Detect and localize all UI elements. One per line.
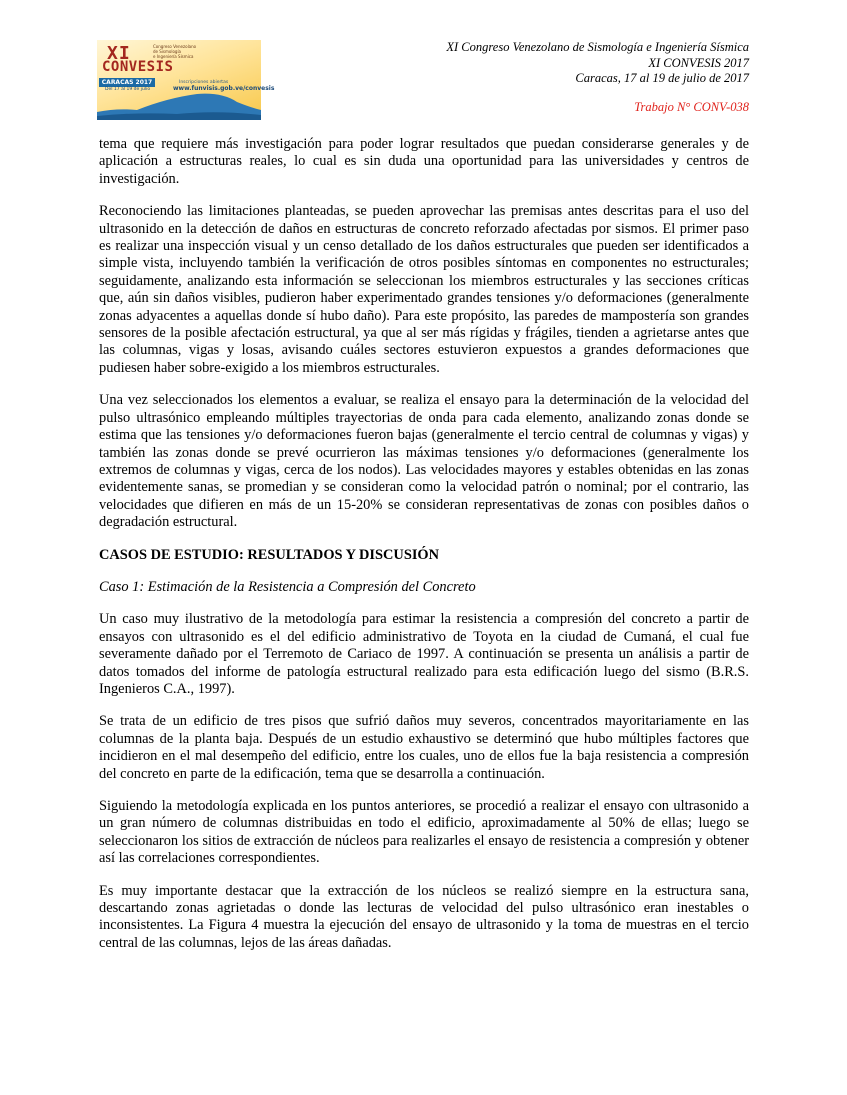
paragraph: Se trata de un edificio de tres pisos que sufrió daños muy severos, concentrados mayoritariamente en las columnas de la planta baja. Después de un estudio exhaustivo se determinó que hubo múltiples factores que incidieron en el mal desempeño del edificio, entre los cuales, uno de ellos fue la baja resistencia a compresión del concreto en parte de la edificación, tema que se desarrolla a continuación.: [99, 713, 749, 782]
paper-body: [99, 136, 749, 967]
convesis-logo: [97, 40, 275, 120]
logo-tagline-1: Congreso Venezolano: [153, 44, 197, 49]
mountain-illustration: [97, 90, 261, 120]
section-heading: CASOS DE ESTUDIO: RESULTADOS Y DISCUSIÓN: [99, 546, 440, 563]
logo-xi-text: XI: [107, 43, 131, 64]
paragraph: Siguiendo la metodología explicada en los puntos anteriores, se procedió a realizar el ensayo con ultrasonido a un gran número de columnas distribuidas en todo el edificio, aproximadamente al 50% de ellas; luego se seleccionaron los sitios de extracción de núcleos para realizarles el ensayo de resistencia a compresión y obtener así las correlaciones correspondientes.: [99, 798, 749, 867]
logo-convesis-text: CONVESIS: [102, 59, 174, 75]
paragraph: Un caso muy ilustrativo de la metodología para estimar la resistencia a compresión del concreto a partir de ensayos con ultrasonido es el del edificio administrativo de Toyota en la ciudad de Cumaná, el cual fue severamente dañado por el Terremoto de Cariaco de 1997. A continuación se presenta un análisis a partir de datos tomados del informe de patología estructural realizado para esta edificación luego del sismo (B.R.S. Ingenieros C.A., 1997).: [99, 611, 749, 697]
paragraph: Reconociendo las limitaciones planteadas, se pueden aprovechar las premisas antes descritas para el uso del ultrasonido en la detección de daños en estructuras de concreto reforzado afectadas por sismos. El primer paso es realizar una inspección visual y un censo detallado de los daños estructurales que pueden ser identificados a simple vista, incluyendo también la verificación de otros posibles síntomas en componentes no estructurales; seguidamente, analizando esta información se seleccionan los miembros estructurales y las secciones críticas que, aún sin daños visibles, pudieron haber experimentado grandes tensiones y/o deformaciones (generalmente zonas adyacentes a aquellas donde sí hubo daño). Para este propósito, las paredes de mampostería son grandes sensores de la posible afectación estructural, ya que al ser más rígidas y frágiles, tienden a agrietarse antes que las columnas, vigas y losas, avisando cuáles sectores estuvieron expuestos a grandes deformaciones que pudiesen haber sobre-exigido a los miembros estructurales.: [99, 203, 749, 376]
header-edition: XI CONVESIS 2017: [648, 55, 749, 70]
paragraph: tema que requiere más investigación para poder lograr resultados que puedan considerarse generales y de aplicación a estructuras reales, lo cual es sin duda una oportunidad para las universidades y centros de investigación.: [99, 136, 749, 187]
logo-dates: Del 17 al 19 de julio: [105, 87, 151, 92]
paper-number: Trabajo N° CONV-038: [634, 99, 749, 114]
paragraph: Una vez seleccionados los elementos a evaluar, se realiza el ensayo para la determinación de la velocidad del pulso ultrasónico empleando múltiples trayectorias de onda para cada elemento, analizando zonas donde se estima que las tensiones y/o deformaciones fueron bajas (generalmente el tercio central de columnas y vigas) y también las zonas donde se prevé ocurrieron las máximas tensiones y/o deformaciones (generalmente los extremos de columnas y vigas, cerca de los nodos). Las velocidades mayores y estables obtenidas en las zonas evidentemente sanas, se promedian y se consideran como la velocidad patrón o nominal; por el contrario, las velocidades que difieren en más de un 15-20% se consideran representativas de zonas con posibles daños o degradación estructural.: [99, 392, 749, 531]
conference-header: [446, 40, 749, 115]
logo-tagline-3: e Ingeniería Sísmica: [153, 54, 194, 59]
paragraph: Es muy importante destacar que la extracción de los núcleos se realizó siempre en la estructura sana, descartando zonas agrietadas o donde las lecturas de velocidad del pulso ultrasónico eran inestables o inconsistentes. La Figura 4 muestra la ejecución del ensayo de ultrasonido y la toma de muestras en el tercio central de las columnas, lejos de las áreas dañadas.: [99, 882, 749, 951]
logo-caracas-badge: CARACAS 2017: [99, 78, 155, 87]
logo-url: www.funvisis.gob.ve/convesis: [173, 85, 275, 92]
header-congress: XI Congreso Venezolano de Sismología e Ingeniería Sísmica: [446, 40, 749, 54]
logo-tagline-2: de Sismología: [153, 49, 182, 54]
logo-inscriptions: Inscripciones abiertas: [179, 80, 229, 85]
subsection-heading: Caso 1: Estimación de la Resistencia a Compresión del Concreto: [99, 578, 476, 595]
header-place-date: Caracas, 17 al 19 de julio de 2017: [575, 71, 749, 85]
